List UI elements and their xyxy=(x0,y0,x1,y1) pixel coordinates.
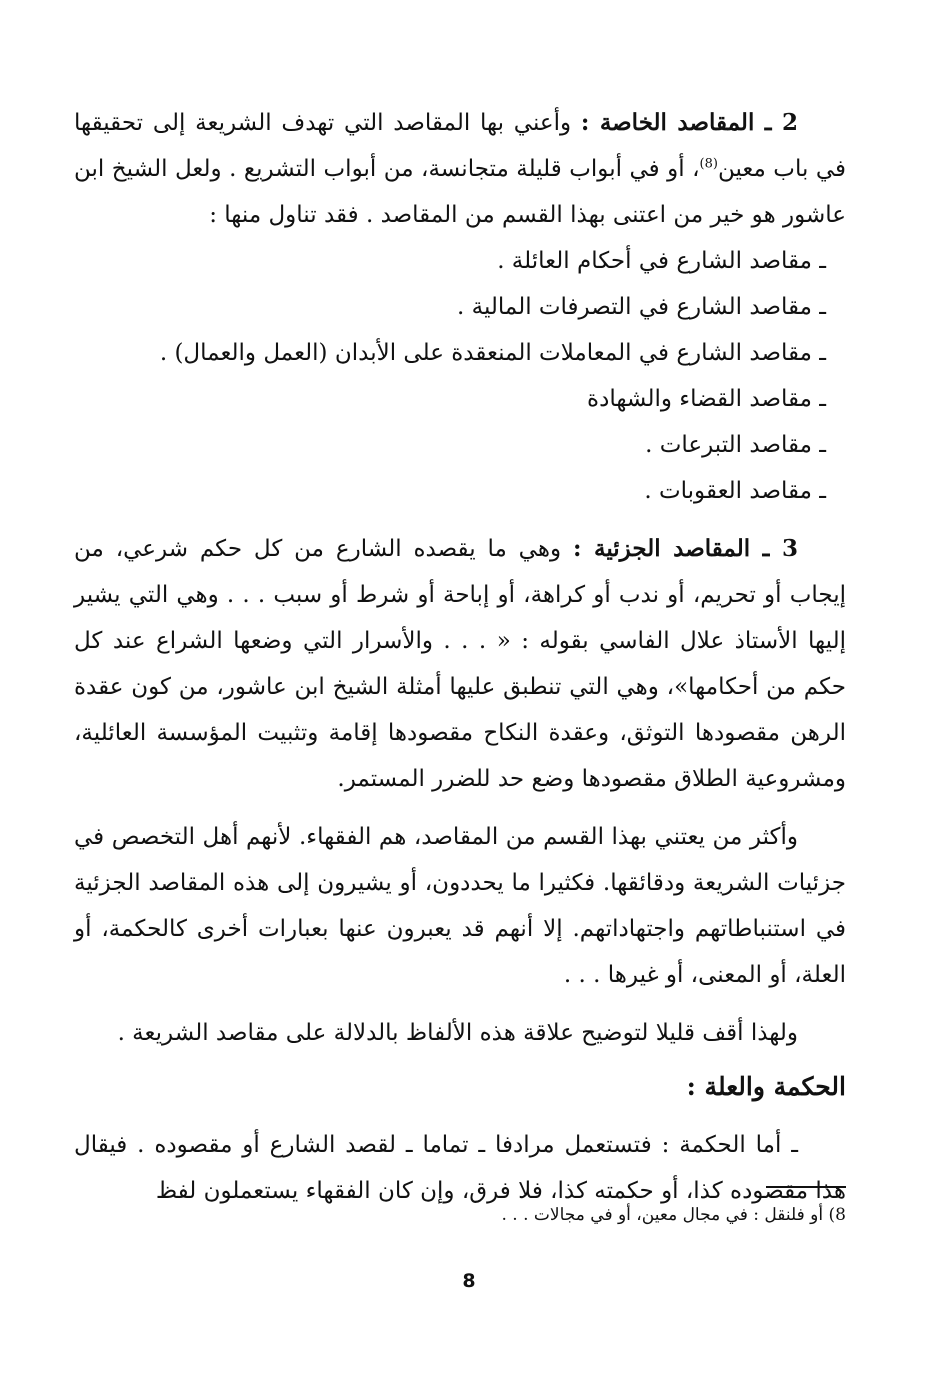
section-2-list xyxy=(74,238,846,514)
list-item: ـ مقاصد التبرعات . xyxy=(645,432,826,458)
footnote-separator xyxy=(766,1186,846,1188)
list-item: ـ مقاصد الشارع في المعاملات المنعقدة على الأبدان (العمل والعمال) . xyxy=(159,340,826,366)
main-text xyxy=(74,100,846,1214)
footnote-text: أو فلنقل : في مجال معين، أو في مجالات . . . xyxy=(501,1205,824,1225)
page-number: 8 xyxy=(462,1270,476,1292)
wisdom-paragraph: ـ أما الحكمة : فتستعمل مرادفا ـ تماما ـ لقصد الشارع أو مقصوده . فيقال هذا مقصوده كذا، أو حكمته كذا، فلا فرق، وإن كان الفقهاء يستعملون لفظ xyxy=(74,1132,846,1204)
section-3-title: 3 ـ المقاصد الجزئية : xyxy=(572,535,799,562)
pause-paragraph: ولهذا أقف قليلا لتوضيح علاقة هذه الألفاظ بالدلالة على مقاصد الشريعة . xyxy=(117,1020,798,1046)
list-item: ـ مقاصد الشارع في أحكام العائلة . xyxy=(497,248,826,274)
list-item: ـ مقاصد العقوبات . xyxy=(644,478,826,504)
footnote-number: 8) xyxy=(828,1205,846,1225)
footnote xyxy=(146,1200,846,1230)
jurists-paragraph: وأكثر من يعتني بهذا القسم من المقاصد، هم الفقهاء. لأنهم أهل التخصص في جزئيات الشريعة ودقائقها. فكثيرا ما يحددون، أو يشيرون إلى هذه المقاصد الجزئية في استنباطاتهم واجتهاداتهم. إلا أنهم قد يعبرون عنها بعبارات أخرى كالحكمة، أو العلة، أو المعنى، أو غيرها . . . xyxy=(74,824,846,988)
section-2-body-part2: ، أو في أبواب قليلة متجانسة، من أبواب التشريع . ولعل الشيخ ابن عاشور هو خير من اعتنى بهذا القسم من المقاصد . فقد تناول منها : xyxy=(74,156,846,228)
section-2-body-part1: وأعني بها المقاصد التي تهدف الشريعة إلى تحقيقها في باب معين xyxy=(74,110,847,182)
section-2-paragraph xyxy=(74,100,846,238)
section-3-body: وهي ما يقصده الشارع من كل حكم شرعي، من إيجاب أو تحريم، أو ندب أو كراهة، أو إباحة أو شرط أو سبب . . . وهي التي يشير إليها الأستاذ علال الفاسي بقوله : « . . . والأسرار التي وضعها الشراع عند كل حكم من أحكامها»، وهي التي تنطبق عليها أمثلة الشيخ ابن عاشور، من كون عقدة الرهن مقصودها التوثق، وعقدة النكاح مقصودها إقامة وتثبيت المؤسسة العائلية، ومشروعية الطلاق مقصودها وضع حد للضرر المستمر. xyxy=(74,536,846,792)
list-item: ـ مقاصد القضاء والشهادة xyxy=(587,386,826,412)
section-3-paragraph xyxy=(74,526,846,802)
footnote-reference: (8) xyxy=(699,156,718,172)
wisdom-heading: الحكمة والعلة : xyxy=(686,1072,846,1101)
list-item: ـ مقاصد الشارع في التصرفات المالية . xyxy=(456,294,826,320)
section-2-title: 2 ـ المقاصد الخاصة : xyxy=(580,109,798,136)
